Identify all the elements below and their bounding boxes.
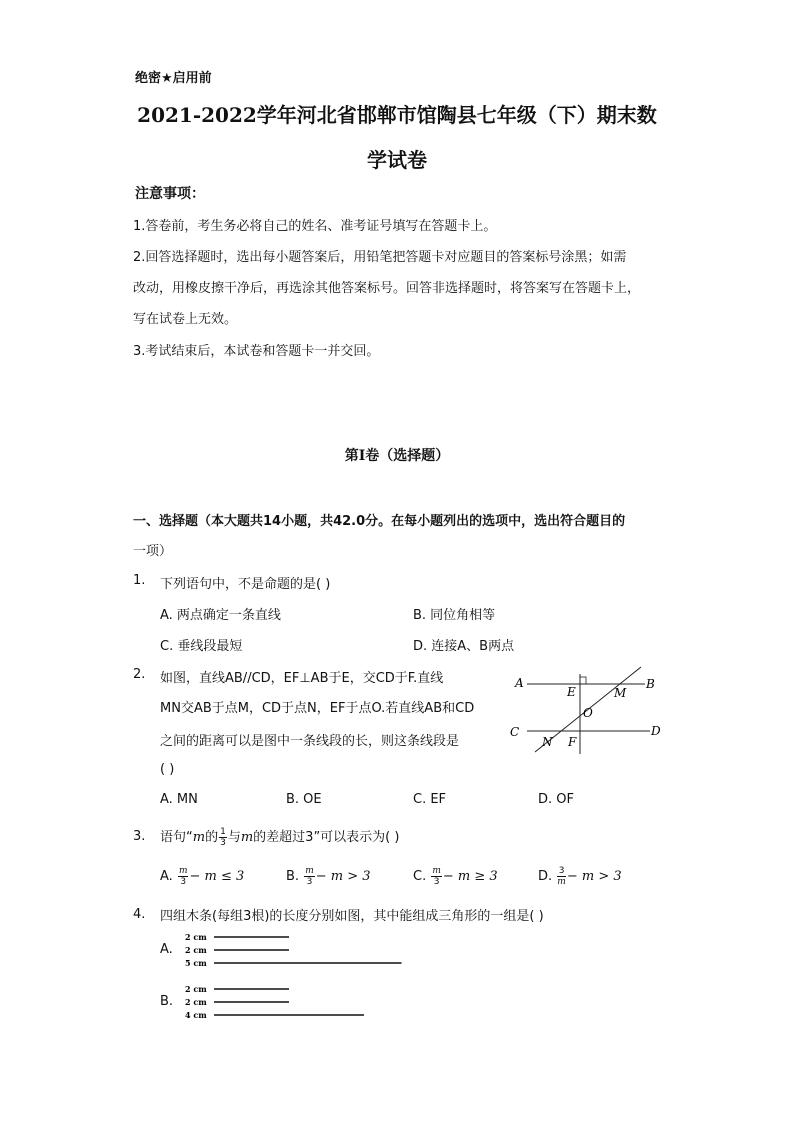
q3-d-frac [557, 866, 566, 887]
q3-c-label: C. [413, 869, 427, 884]
q4-sticks-a [185, 930, 415, 970]
label-e: E [567, 685, 576, 699]
q3-a-expr: − m ≤ 3 [189, 869, 245, 884]
q3-number: 3. [133, 829, 146, 844]
q4-a-label-1: 2 cm [185, 932, 207, 942]
q3-c-frac-den: 3 [433, 877, 440, 887]
volume-title: 第Ⅰ卷（选择题） [344, 448, 450, 464]
q3-c-expr: − m ≥ 3 [442, 869, 498, 884]
label-n: N [542, 735, 553, 749]
q4-number: 4. [133, 907, 146, 922]
label-d: D [651, 724, 661, 738]
q2-option-c: C. EF [413, 792, 447, 807]
q4-text: 四组木条(每组3根)的长度分别如图，其中能组成三角形的一组是( ) [160, 909, 544, 924]
label-b: B [646, 677, 655, 691]
q3-var-m: m [192, 830, 206, 845]
q4-b-label-2: 2 cm [185, 997, 207, 1007]
q4-a-label-2: 2 cm [185, 945, 207, 955]
notice-item-2-line1: 2.回答选择题时，选出每小题答案后，用铅笔把答题卡对应题目的答案标号涂黑；如需 [133, 250, 627, 265]
q2-option-b: B. OE [286, 792, 322, 807]
q2-line1: 如图，直线AB//CD，EF⊥AB于E，交CD于F.直线 [160, 671, 444, 686]
notice-item-2-line2: 改动，用橡皮擦干净后，再选涂其他答案标号。回答非选择题时，将答案写在答题卡上， [133, 281, 641, 296]
q3-d-label: D. [538, 869, 553, 884]
exam-title-line1: 2021-2022学年河北省邯郸市馆陶县七年级（下）期末数 [137, 103, 657, 127]
label-c: C [510, 725, 520, 739]
q3-d-frac-num: 3 [558, 866, 565, 876]
label-f: F [568, 735, 577, 749]
label-o: O [583, 706, 593, 720]
q2-geometry-figure [505, 660, 675, 760]
q4-option-b: B. [160, 994, 174, 1009]
q3-b-label: B. [286, 869, 300, 884]
confidential-label: 绝密★启用前 [135, 71, 212, 86]
q1-option-b: B. 同位角相等 [413, 608, 496, 623]
q3-c-frac-num: m [432, 866, 441, 876]
part1-heading-line1: 一、选择题（本大题共14小题，共42.0分。在每小题列出的选项中，选出符合题目的 [133, 514, 626, 529]
label-a: A [515, 676, 524, 690]
q4-sticks-b [185, 982, 415, 1022]
part1-heading-line2: 一项） [133, 544, 173, 559]
q4-b-label-1: 2 cm [185, 984, 207, 994]
exam-title-line2: 学试卷 [367, 148, 427, 172]
q4-a-label-3: 5 cm [185, 958, 207, 968]
label-m: M [614, 686, 627, 700]
right-angle-mark [580, 677, 586, 684]
q4-option-a: A. [160, 942, 173, 957]
q3-d-frac-den: m [557, 877, 566, 887]
notice-item-1: 1.答卷前，考生务必将自己的姓名、准考证号填写在答题卡上。 [133, 219, 497, 234]
notice-heading: 注意事项： [135, 186, 205, 202]
q3-frac-num: 1 [220, 827, 226, 837]
q3-option-a [160, 866, 244, 887]
q3-option-c [413, 866, 498, 887]
q1-option-c: C. 垂线段最短 [160, 639, 243, 654]
q3-a-label: A. [160, 869, 173, 884]
q3-a-frac-den: 3 [180, 877, 187, 887]
q3-text-post: 的差超过3”可以表示为( ) [253, 830, 400, 845]
q3-text [160, 826, 399, 848]
q3-b-frac-num: m [305, 866, 314, 876]
q4-b-label-3: 4 cm [185, 1010, 207, 1020]
q3-text-mid1: 的 [205, 830, 219, 845]
q3-frac-den: 3 [220, 838, 226, 848]
q3-text-pre: 语句“ [160, 830, 193, 845]
q1-text: 下列语句中，不是命题的是( ) [160, 577, 331, 592]
q2-line2: MN交AB于点M，CD于点N，EF于点O.若直线AB和CD [160, 701, 475, 716]
q2-option-a: A. MN [160, 792, 198, 807]
q3-c-frac [431, 866, 442, 887]
q1-option-d: D. 连接A、B两点 [413, 639, 515, 654]
notice-item-2-line3: 写在试卷上无效。 [133, 312, 238, 327]
q3-a-frac-num: m [178, 866, 188, 876]
q3-b-expr: − m > 3 [315, 869, 371, 884]
q2-line4: ( ) [160, 762, 175, 777]
q1-option-a: A. 两点确定一条直线 [160, 608, 281, 623]
q3-text-mid2: 与 [227, 830, 241, 845]
q3-d-expr: − m > 3 [566, 869, 622, 884]
q2-option-d: D. OF [538, 792, 574, 807]
q3-option-d [538, 866, 622, 887]
q2-number: 2. [133, 667, 146, 682]
q3-fraction [219, 827, 227, 848]
q3-option-b [286, 866, 371, 887]
q3-a-frac [178, 866, 189, 887]
q2-line3: 之间的距离可以是图中一条线段的长，则这条线段是 [160, 734, 460, 749]
q3-b-frac [304, 866, 315, 887]
q3-var-m2: m [240, 830, 254, 845]
q3-b-frac-den: 3 [306, 877, 313, 887]
q1-number: 1. [133, 573, 146, 588]
notice-item-3: 3.考试结束后，本试卷和答题卡一并交回。 [133, 344, 380, 359]
